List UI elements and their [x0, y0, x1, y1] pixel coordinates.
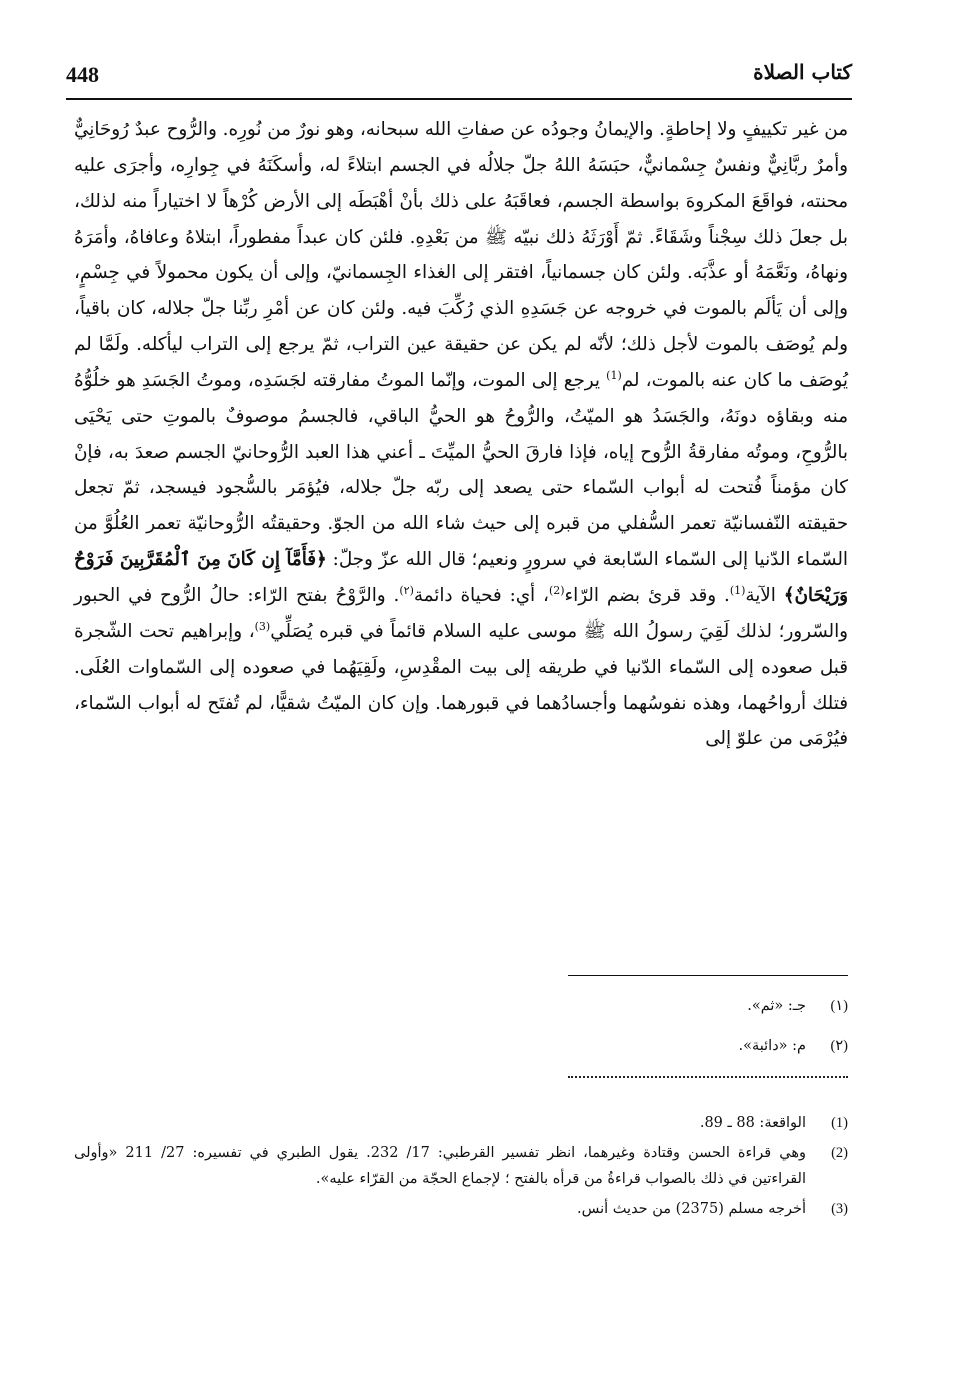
page-header: [66, 56, 852, 96]
footnote-separator: [568, 975, 848, 976]
footnote-number: (2): [831, 1145, 848, 1161]
body-text: . والرَّوْحُ بفتح الرّاء: حالُ الرُّوح في الحبور والسّرور؛ لذلك لَقِيَ رسولُ الله ﷺ موسى عليه السلام قائماً في قبره يُصَلِّي: [74, 584, 848, 642]
dotted-separator: [568, 1076, 848, 1084]
footnote-text: م: «دائبة».: [738, 1038, 806, 1054]
reference-footnotes: [74, 1110, 848, 1226]
footnote-text: وهي قراءة الحسن وقتادة وغيرهما، انظر تفسير القرطبي: 17/ 232. يقول الطبري في تفسيره: 27/ 211 «وأولى القراءتين في ذلك بالصواب قراءةُ من قرأه بالفتح ؛ لإجماع الحجّة من القرّاء عليه».: [74, 1145, 806, 1187]
footnote-number: (٢): [830, 1038, 848, 1054]
footnote-item: [74, 992, 848, 1020]
footnote-ref: (1): [606, 368, 622, 382]
quran-verse: ﴿فَأَمَّآ إِن كَانَ مِنَ ٱلْمُقَرَّبِينَ فَرَوْحٌ وَرَيْحَانٌ﴾: [74, 549, 849, 606]
book-title: كتاب الصلاة: [753, 60, 852, 84]
footnote-text: جـ: «ثم».: [747, 998, 806, 1014]
body-text: ، وإبراهيم تحت الشّجرة قبل صعوده إلى السّماء الدّنيا في طريقه إلى بيت المقْدِسِ، ولَقِيَهُما في صعوده إلى السّماوات العُلَى. فتلك أرواحُهما، وهذه نفوسُهما وأجسادُهما في قبورهما. وإن كان الميّتُ شقيًّا، لم تُفتَح له أبواب السّماء، فيُرْمَى من علوّ إلى: [74, 620, 848, 750]
footnote-ref: (3): [254, 619, 271, 633]
page-number: 448: [66, 62, 99, 87]
footnote-ref: (٢): [399, 583, 414, 597]
footnote-item: [74, 1032, 848, 1060]
footnote-ref: (1): [729, 583, 746, 597]
body-paragraph: [74, 112, 848, 757]
footnote-ref: (2): [548, 583, 565, 597]
header-rule: [66, 98, 852, 100]
footnote-item: [74, 1110, 848, 1136]
footnote-number: (3): [831, 1201, 848, 1217]
editor-footnotes: [74, 992, 848, 1072]
footnote-text: الواقعة: 88 ـ 89.: [699, 1115, 806, 1131]
footnote-item: [74, 1140, 848, 1192]
body-text: من غير تكييفٍ ولا إحاطةٍ. والإيمانُ وجودُه عن صفاتِ الله سبحانه، وهو نورٌ من نُورِه. والرُّوح عبدٌ رُوحَانِيٌّ وأمرٌ ربَّانِيٌّ ونفسٌ جِسْمانيٌّ، حبَسَهُ اللهُ جلّ جلالُه في الجسم ابتلاءً له، وأسكَنَهُ في جِوارِه، وأجرَى عليه محنته، فواقَعَ المكروهَ بواسطة الجسم، فعاقَبَهُ على ذلك بأنْ أهْبَطَه إلى الأرض كُرْهاً لا اختياراً منه لذلك، بل جعلَ ذلك سِجْناً وشَقَاءً. ثمّ أَوْرَثَهُ ذلك نبيّه ﷺ من بَعْدِهِ. فلئن كان عبداً مفطوراً، ابتلاهُ وعافاهُ، وأمَرَهُ ونهاهُ، ونَعَّمَهُ أو عذَّبَه. ولئن كان جسمانياً، افتقر إلى الغذاء الجِسمانيّ، وإلى أن يكون محمولاً في جِسْمٍ، وإلى أن يَألَم بالموت في خروجه عن جَسَدِهِ الذي رُكِّبَ فيه. ولئن كان عن أمْرِ ربِّنا جلّ جلاله، كان باقياً، ولم يُوصَف بالموت لأجل ذلك؛ لأنّه لم يكن عن حقيقة عين التراب، ثمّ يرجع إلى التراب ليأكله. ولَمَّا لم يُوصَف ما كان عنه بالموت، لم: [74, 119, 849, 391]
footnote-number: (1): [831, 1115, 848, 1131]
main-text: [74, 112, 848, 757]
body-text: . وقد قرئ بضم الرّاء: [564, 584, 730, 606]
body-text: يرجع إلى الموت، وإنّما الموتُ مفارقته لجَسَدِه، وموتُ الجَسَدِ هو خلُوُّهُ منه وبقاؤه دونَهُ، والجَسَدُ هو الميّتُ، والرُّوحُ هو الحيُّ الباقي، فالجسمُ موصوفٌ بالموتِ حتى يَحْيَى بالرُّوحِ، وموتُه مفارقةُ الرُّوح إياه، فإذا فارقَ الحيُّ الميِّتَ ـ أعني هذا العبد الرُّوحانيّ الجسم صعدَ به، فإنْ كان مؤمناً فُتحت له أبواب السّماء حتى يصعد إلى ربّه جلّ جلاله، فيُؤمَر بالسُّجود فيسجد، ثمّ تجعل حقيقته النّفسانيّة تعمر السُّفلي من قبره إلى حيث شاء الله من الجوّ. وحقيقتُه الرُّوحانيّة تعمر العُلُوَّ من السّماء الدّنيا إلى السّماء السّابعة في سرورٍ ونعيم؛ قال الله عزّ وجلّ:: [74, 369, 849, 571]
body-text: ، أي: فحياة دائمة: [413, 584, 549, 606]
footnote-text: أخرجه مسلم (2375) من حديث أنس.: [577, 1201, 806, 1217]
footnote-number: (١): [830, 998, 848, 1014]
body-text: الآية: [745, 584, 776, 606]
footnote-item: [74, 1196, 848, 1222]
